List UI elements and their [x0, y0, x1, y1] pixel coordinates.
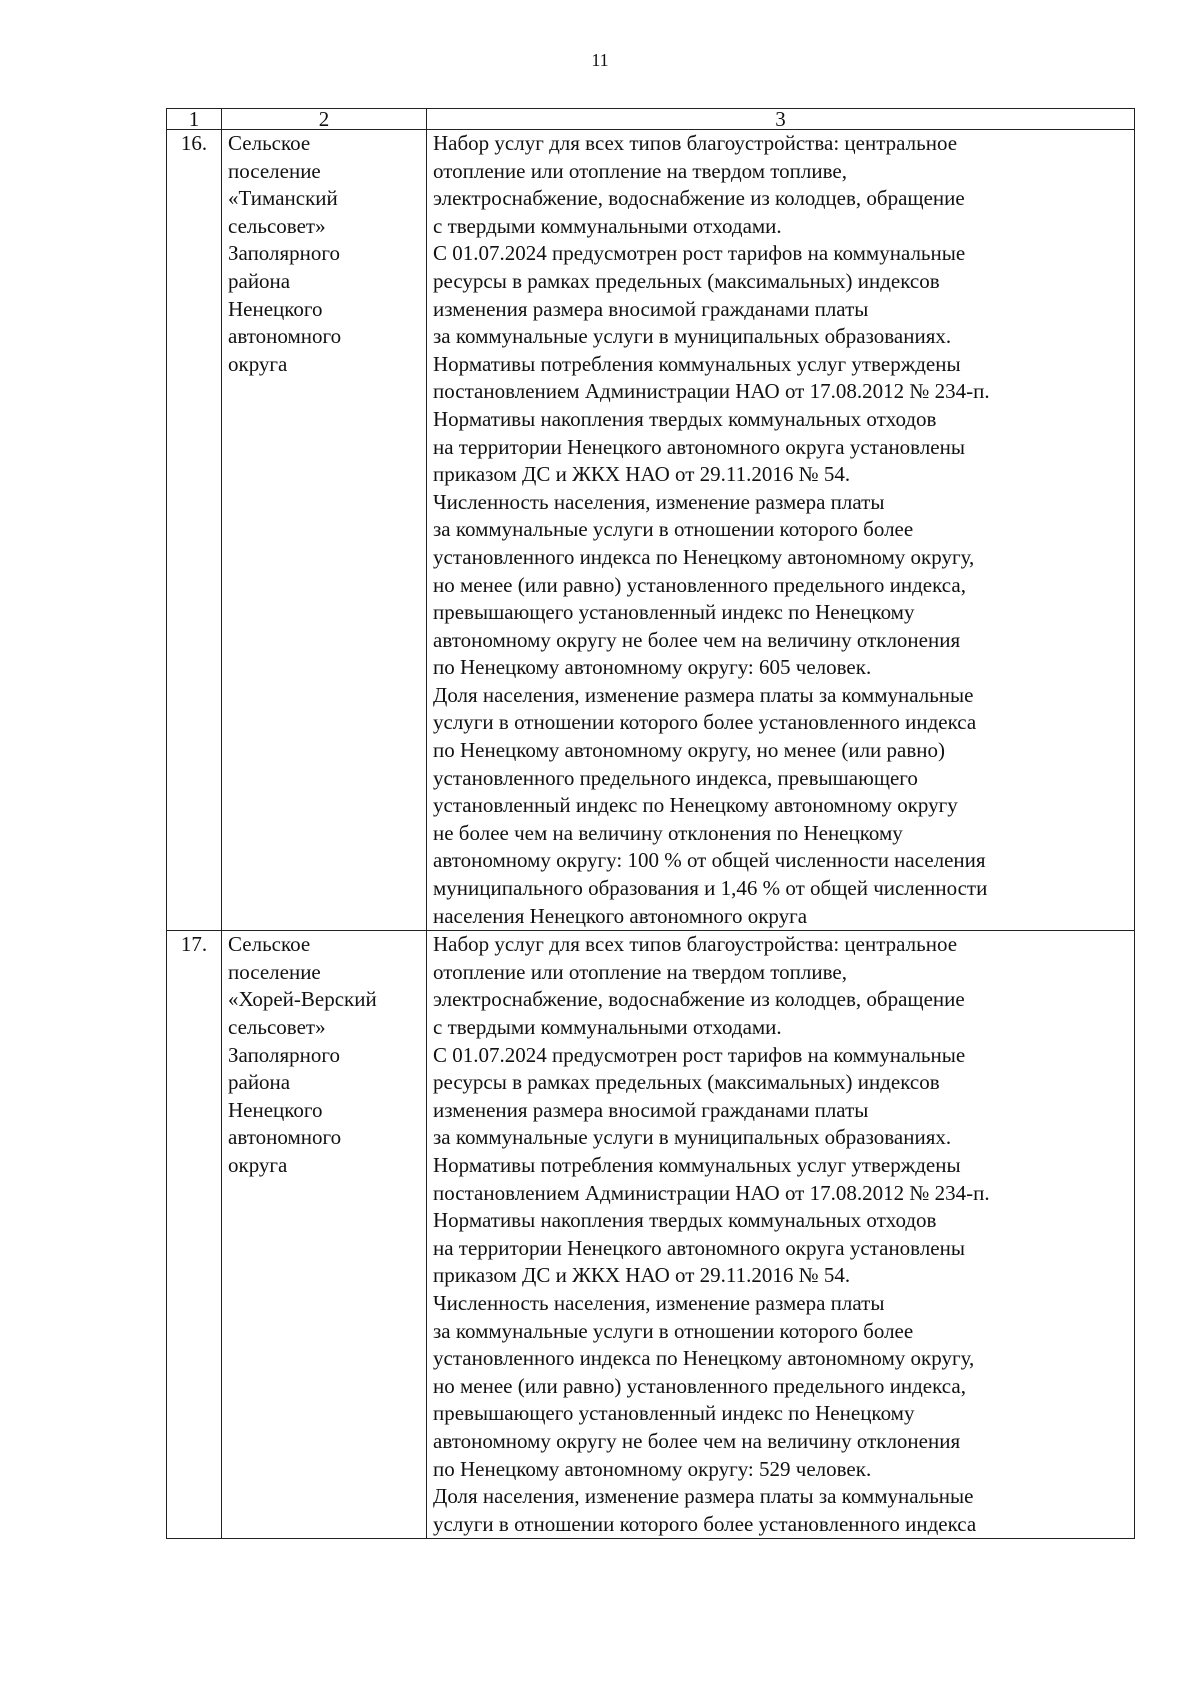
text-line: изменения размера вносимой гражданами платы	[433, 296, 869, 321]
text-line: услуги в отношении которого более установленного индекса	[433, 1511, 977, 1536]
table-header-row	[167, 109, 1135, 130]
text-line: превышающего установленный индекс по Ненецкому	[433, 600, 915, 625]
settlement-name-cell	[222, 931, 427, 1539]
text-line: «Тиманский	[228, 186, 338, 211]
text-line: автономному округу не более чем на величину отклонения	[433, 627, 961, 652]
text-line: Набор услуг для всех типов благоустройства: центральное	[433, 932, 958, 957]
column-header-1: 1	[167, 109, 222, 130]
text-line: поселение	[228, 158, 321, 183]
text-line: но менее (или равно) установленного предельного индекса,	[433, 1373, 966, 1398]
text-line: Сельское	[228, 932, 311, 957]
row-number: 16.	[167, 130, 222, 931]
text-line: электроснабжение, водоснабжение из колодцев, обращение	[433, 186, 965, 211]
text-line: поселение	[228, 959, 321, 984]
text-line: установленного индекса по Ненецкому автономному округу,	[433, 1346, 975, 1371]
text-line: района	[228, 268, 291, 293]
description-cell	[427, 931, 1135, 1539]
text-line: приказом ДС и ЖКХ НАО от 29.11.2016 № 54.	[433, 1263, 851, 1288]
text-line: за коммунальные услуги в отношении которого более	[433, 517, 914, 542]
text-line: Нормативы потребления коммунальных услуг утверждены	[433, 351, 961, 376]
text-line: за коммунальные услуги в муниципальных образованиях.	[433, 324, 952, 349]
text-line: автономного	[228, 324, 342, 349]
text-line: ресурсы в рамках предельных (максимальных) индексов	[433, 1070, 940, 1095]
settlement-name-cell	[222, 130, 427, 931]
text-line: за коммунальные услуги в муниципальных образованиях.	[433, 1125, 952, 1150]
text-line: Ненецкого	[228, 296, 323, 321]
text-line: по Ненецкому автономному округу: 529 человек.	[433, 1456, 872, 1481]
text-line: по Ненецкому автономному округу: 605 человек.	[433, 655, 872, 680]
text-line: Ненецкого	[228, 1097, 323, 1122]
text-line: Нормативы накопления твердых коммунальных отходов	[433, 406, 937, 431]
description-cell	[427, 130, 1135, 931]
row-number: 17.	[167, 931, 222, 1539]
text-line: Сельское	[228, 131, 311, 155]
text-line: округа	[228, 1152, 288, 1177]
text-line: Доля населения, изменение размера платы за коммунальные	[433, 682, 974, 707]
text-line: автономному округу не более чем на величину отклонения	[433, 1428, 961, 1453]
text-line: установленного индекса по Ненецкому автономному округу,	[433, 544, 975, 569]
text-line: с твердыми коммунальными отходами.	[433, 213, 782, 238]
text-line: отопление или отопление на твердом топливе,	[433, 158, 847, 183]
text-line: превышающего установленный индекс по Ненецкому	[433, 1401, 915, 1426]
text-line: на территории Ненецкого автономного округа установлены	[433, 1235, 965, 1260]
text-line: услуги в отношении которого более установленного индекса	[433, 710, 977, 735]
text-line: Нормативы потребления коммунальных услуг утверждены	[433, 1152, 961, 1177]
text-line: установленного предельного индекса, превышающего	[433, 765, 918, 790]
text-line: района	[228, 1070, 291, 1095]
text-line: за коммунальные услуги в отношении которого более	[433, 1318, 914, 1343]
table-row	[167, 130, 1135, 931]
text-line: Набор услуг для всех типов благоустройства: центральное	[433, 131, 958, 155]
text-line: постановлением Администрации НАО от 17.08.2012 № 234-п.	[433, 379, 990, 404]
text-line: Нормативы накопления твердых коммунальных отходов	[433, 1208, 937, 1233]
text-line: сельсовет»	[228, 1015, 326, 1039]
text-line: автономному округу: 100 % от общей численности населения	[433, 848, 986, 873]
services-table	[166, 108, 1135, 1539]
text-line: Численность населения, изменение размера платы	[433, 1290, 885, 1315]
text-line: на территории Ненецкого автономного округа установлены	[433, 434, 965, 459]
text-line: установленный индекс по Ненецкому автономному округу	[433, 793, 958, 818]
text-line: «Хорей-Верский	[228, 987, 377, 1012]
text-line: изменения размера вносимой гражданами платы	[433, 1097, 869, 1122]
text-line: но менее (или равно) установленного предельного индекса,	[433, 572, 966, 597]
text-line: с твердыми коммунальными отходами.	[433, 1015, 782, 1039]
text-line: Заполярного	[228, 241, 340, 266]
text-line: отопление или отопление на твердом топливе,	[433, 959, 847, 984]
page-number: 11	[591, 50, 609, 70]
text-line: сельсовет»	[228, 213, 326, 238]
text-line: муниципального образования и 1,46 % от общей численности	[433, 876, 988, 901]
text-line: ресурсы в рамках предельных (максимальных) индексов	[433, 268, 940, 293]
text-line: Численность населения, изменение размера платы	[433, 489, 885, 514]
text-line: постановлением Администрации НАО от 17.08.2012 № 234-п.	[433, 1180, 990, 1205]
text-line: населения Ненецкого автономного округа	[433, 903, 808, 928]
text-line: округа	[228, 351, 288, 376]
text-line: С 01.07.2024 предусмотрен рост тарифов на коммунальные	[433, 241, 966, 266]
column-header-2: 2	[222, 109, 427, 130]
text-line: по Ненецкому автономному округу, но менее (или равно)	[433, 738, 945, 763]
text-line: С 01.07.2024 предусмотрен рост тарифов на коммунальные	[433, 1042, 966, 1067]
text-line: не более чем на величину отклонения по Ненецкому	[433, 820, 903, 845]
text-line: приказом ДС и ЖКХ НАО от 29.11.2016 № 54.	[433, 462, 851, 487]
text-line: автономного	[228, 1125, 342, 1150]
column-header-3: 3	[427, 109, 1135, 130]
table-row	[167, 931, 1135, 1539]
text-line: Заполярного	[228, 1042, 340, 1067]
text-line: электроснабжение, водоснабжение из колодцев, обращение	[433, 987, 965, 1012]
text-line: Доля населения, изменение размера платы за коммунальные	[433, 1484, 974, 1509]
